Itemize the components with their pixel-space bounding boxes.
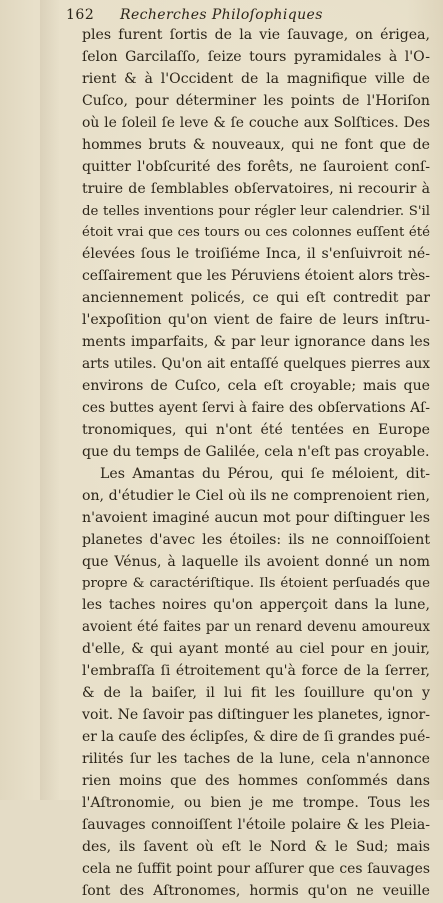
text-line: rilités ſur les taches de la lune, cela n'annonce (82, 750, 430, 767)
text-line: l'Aſtronomie, ou bien je me trompe. Tous les (82, 794, 430, 811)
body-text (82, 25, 430, 903)
text-line: ments imparfaits, & par leur ignorance dans les (82, 334, 430, 351)
text-line: Les Amantas du Pérou, qui ſe méloient, dit- (100, 465, 430, 482)
text-line: & de la baiſer, il lui fit les ſouillure qu'on y (82, 685, 430, 702)
running-title: Recherches Philoſophiques (120, 7, 323, 23)
text-line: anciennement policés, ce qui eſt contredit par (82, 290, 430, 307)
text-line: cela ne ſuffit point pour aſſurer que ces ſauvages (82, 860, 430, 877)
text-line: les taches noires qu'on apperçoit dans la lune, (82, 597, 430, 614)
gutter-shadow (40, 0, 60, 800)
text-line: ples furent ſortis de la vie ſauvage, on érigea, (82, 27, 430, 43)
text-line: Cuſco, pour déterminer les points de l'Horiſon (82, 92, 430, 109)
text-line: voit. Ne ſavoir pas diſtinguer les planetes, ignor- (82, 707, 431, 724)
text-line: élevées ſous le troiſiéme Inca, il s'enſuivroit né- (82, 246, 430, 263)
text-line: des, ils ſavent où eſt le Nord & le Sud; mais (82, 838, 430, 855)
text-line: étoit vrai que ces tours ou ces colonnes euſſent été (82, 225, 430, 241)
text-line: hommes bruts & nouveaux, qui ne font que de (82, 136, 430, 153)
text-line: l'embraſſa ſi étroitement qu'à force de la ſerrer, (82, 663, 430, 680)
text-line: de telles inventions pour régler leur calendrier. S'il (82, 203, 430, 219)
text-line: ſelon Garcilaſſo, ſeize tours pyramidales à l'O- (82, 48, 430, 65)
text-line: ſont des Aſtronomes, hormis qu'on ne veuille (82, 882, 430, 899)
text-line: où le ſoleil ſe leve & ſe couche aux Solſtices. Des (82, 114, 430, 131)
text-line: ſauvages connoiſſent l'étoile polaire & les Pleia- (82, 816, 430, 833)
text-line: planetes d'avec les étoiles: ils ne connoiſſoient (82, 531, 430, 548)
text-line: rient & à l'Occident de la magnifique ville de (82, 70, 430, 87)
text-line: avoient été faites par un renard devenu amoureux (82, 619, 430, 636)
text-line: on, d'étudier le Ciel où ils ne comprenoient rien, (82, 487, 430, 504)
text-line: rien moins que des hommes conſommés dans (82, 772, 430, 789)
text-line: ceſſairement que les Péruviens étoient alors très- (82, 268, 430, 285)
text-line: environs de Cuſco, cela eſt croyable; mais que (82, 378, 430, 394)
text-line: l'expoſition qu'on vient de faire de leurs inſtru- (82, 312, 430, 329)
text-line: quitter l'obſcurité des forêts, ne ſauroient conſ- (82, 158, 430, 175)
text-line: propre & caractériſtique. Ils étoient perſuadés que (82, 576, 430, 592)
text-line: tronomiques, qui n'ont été tentées en Europe (82, 421, 430, 438)
page-number: 162 (66, 7, 95, 23)
text-line: ces buttes ayent ſervi à faire des obſervations Aſ- (82, 399, 430, 416)
text-line: truire de ſemblables obſervatoires, ni recourir à (82, 180, 430, 197)
text-line: que Vénus, à laquelle ils avoient donné un nom (82, 553, 430, 570)
text-line: er la cauſe des éclipſes, & dire de ſi grandes pué- (82, 729, 431, 745)
text-line: arts utiles. Qu'on ait entaſſé quelques pierres aux (82, 356, 430, 373)
text-line: n'avoient imaginé aucun mot pour diſtinguer les (82, 509, 430, 526)
page-header (66, 4, 429, 26)
text-line: que du temps de Galilée, cela n'eſt pas croyable. (82, 443, 430, 460)
text-line: d'elle, & qui ayant monté au ciel pour en jouir, (82, 641, 430, 658)
